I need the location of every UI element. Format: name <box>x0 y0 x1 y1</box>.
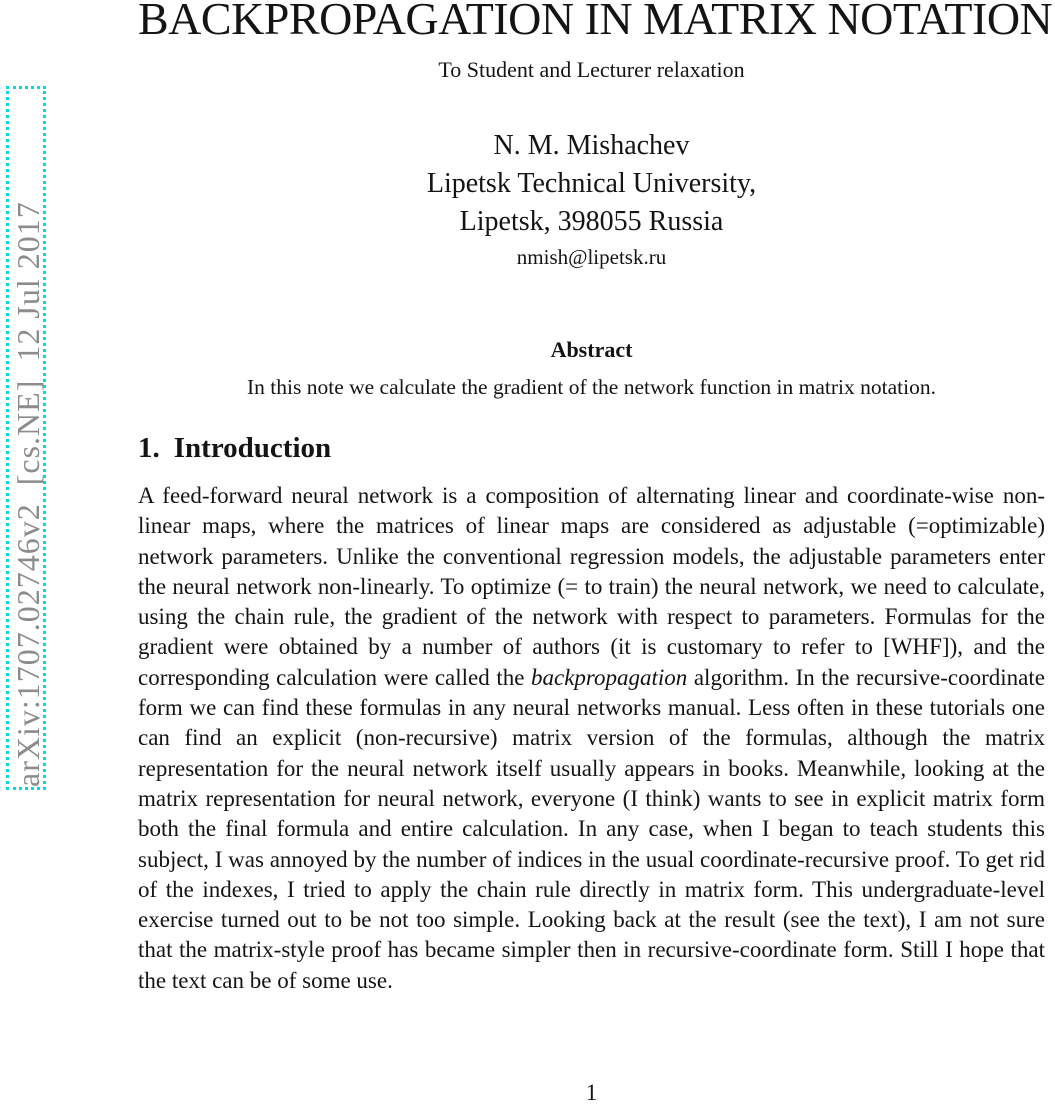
author-name: N. M. Mishachev <box>493 130 690 161</box>
italic-term-backpropagation: backpropagation <box>530 664 688 690</box>
section-title: Introduction <box>173 432 332 464</box>
abstract-text: In this note we calculate the gradient of the network function in matrix notation. <box>247 375 936 399</box>
introduction-paragraph <box>138 481 1045 996</box>
affiliation-university: Lipetsk Technical University, <box>426 168 757 199</box>
paragraph-text-before-italic: A feed-forward neural network is a composition of alternating linear and coordinate-wise non-linear maps, where the matrices of linear maps are considered as adjustable (=optimizable) network parameters. Unlike the conventional regression models, the adjustable parameters enter the neural network non-linearly. To optimize (= to train) the neural network, we need to calculate, using the chain rule, the gradient of the network with respect to parameters. Formulas for the gradient were obtained by a number of authors (it is customary to refer to [WHF]), and the corresponding calculation were called the <box>138 483 1045 690</box>
affiliation-city: Lipetsk, 398055 Russia <box>459 206 724 237</box>
dedication-line: To Student and Lecturer relaxation <box>438 57 745 82</box>
paragraph-text-after-italic: algorithm. In the recursive-coordinate form we can find these formulas in any neural networks manual. Less often in these tutorials one can find an explicit (non-recursive) matrix version of the formulas, although the matrix representation for the neural network itself usually appears in books. Meanwhile, looking at the matrix representation for neural network, everyone (I think) wants to see in explicit matrix form both the final formula and entire calculation. In any case, when I began to teach students this subject, I was annoyed by the number of indices in the usual coordinate-recursive proof. To get rid of the indexes, I tried to apply the chain rule directly in matrix form. This undergraduate-level exercise turned out to be not too simple. Looking back at the result (see the text), I am not sure that the matrix-style proof has became simpler then in recursive-coordinate form. Still I hope that the text can be of some use. <box>138 664 1045 993</box>
abstract-heading: Abstract <box>550 337 633 362</box>
section-number: 1. <box>138 432 160 464</box>
author-email: nmish@lipetsk.ru <box>516 245 667 269</box>
section-heading <box>138 430 1045 466</box>
arxiv-stamp-text: arXiv:1707.02746v2 [cs.NE] 12 Jul 2017 <box>10 201 46 787</box>
author-block <box>138 127 1045 241</box>
page-number: 1 <box>585 1080 598 1105</box>
paper-title: BACKPROPAGATION IN MATRIX NOTATION <box>138 0 1053 44</box>
